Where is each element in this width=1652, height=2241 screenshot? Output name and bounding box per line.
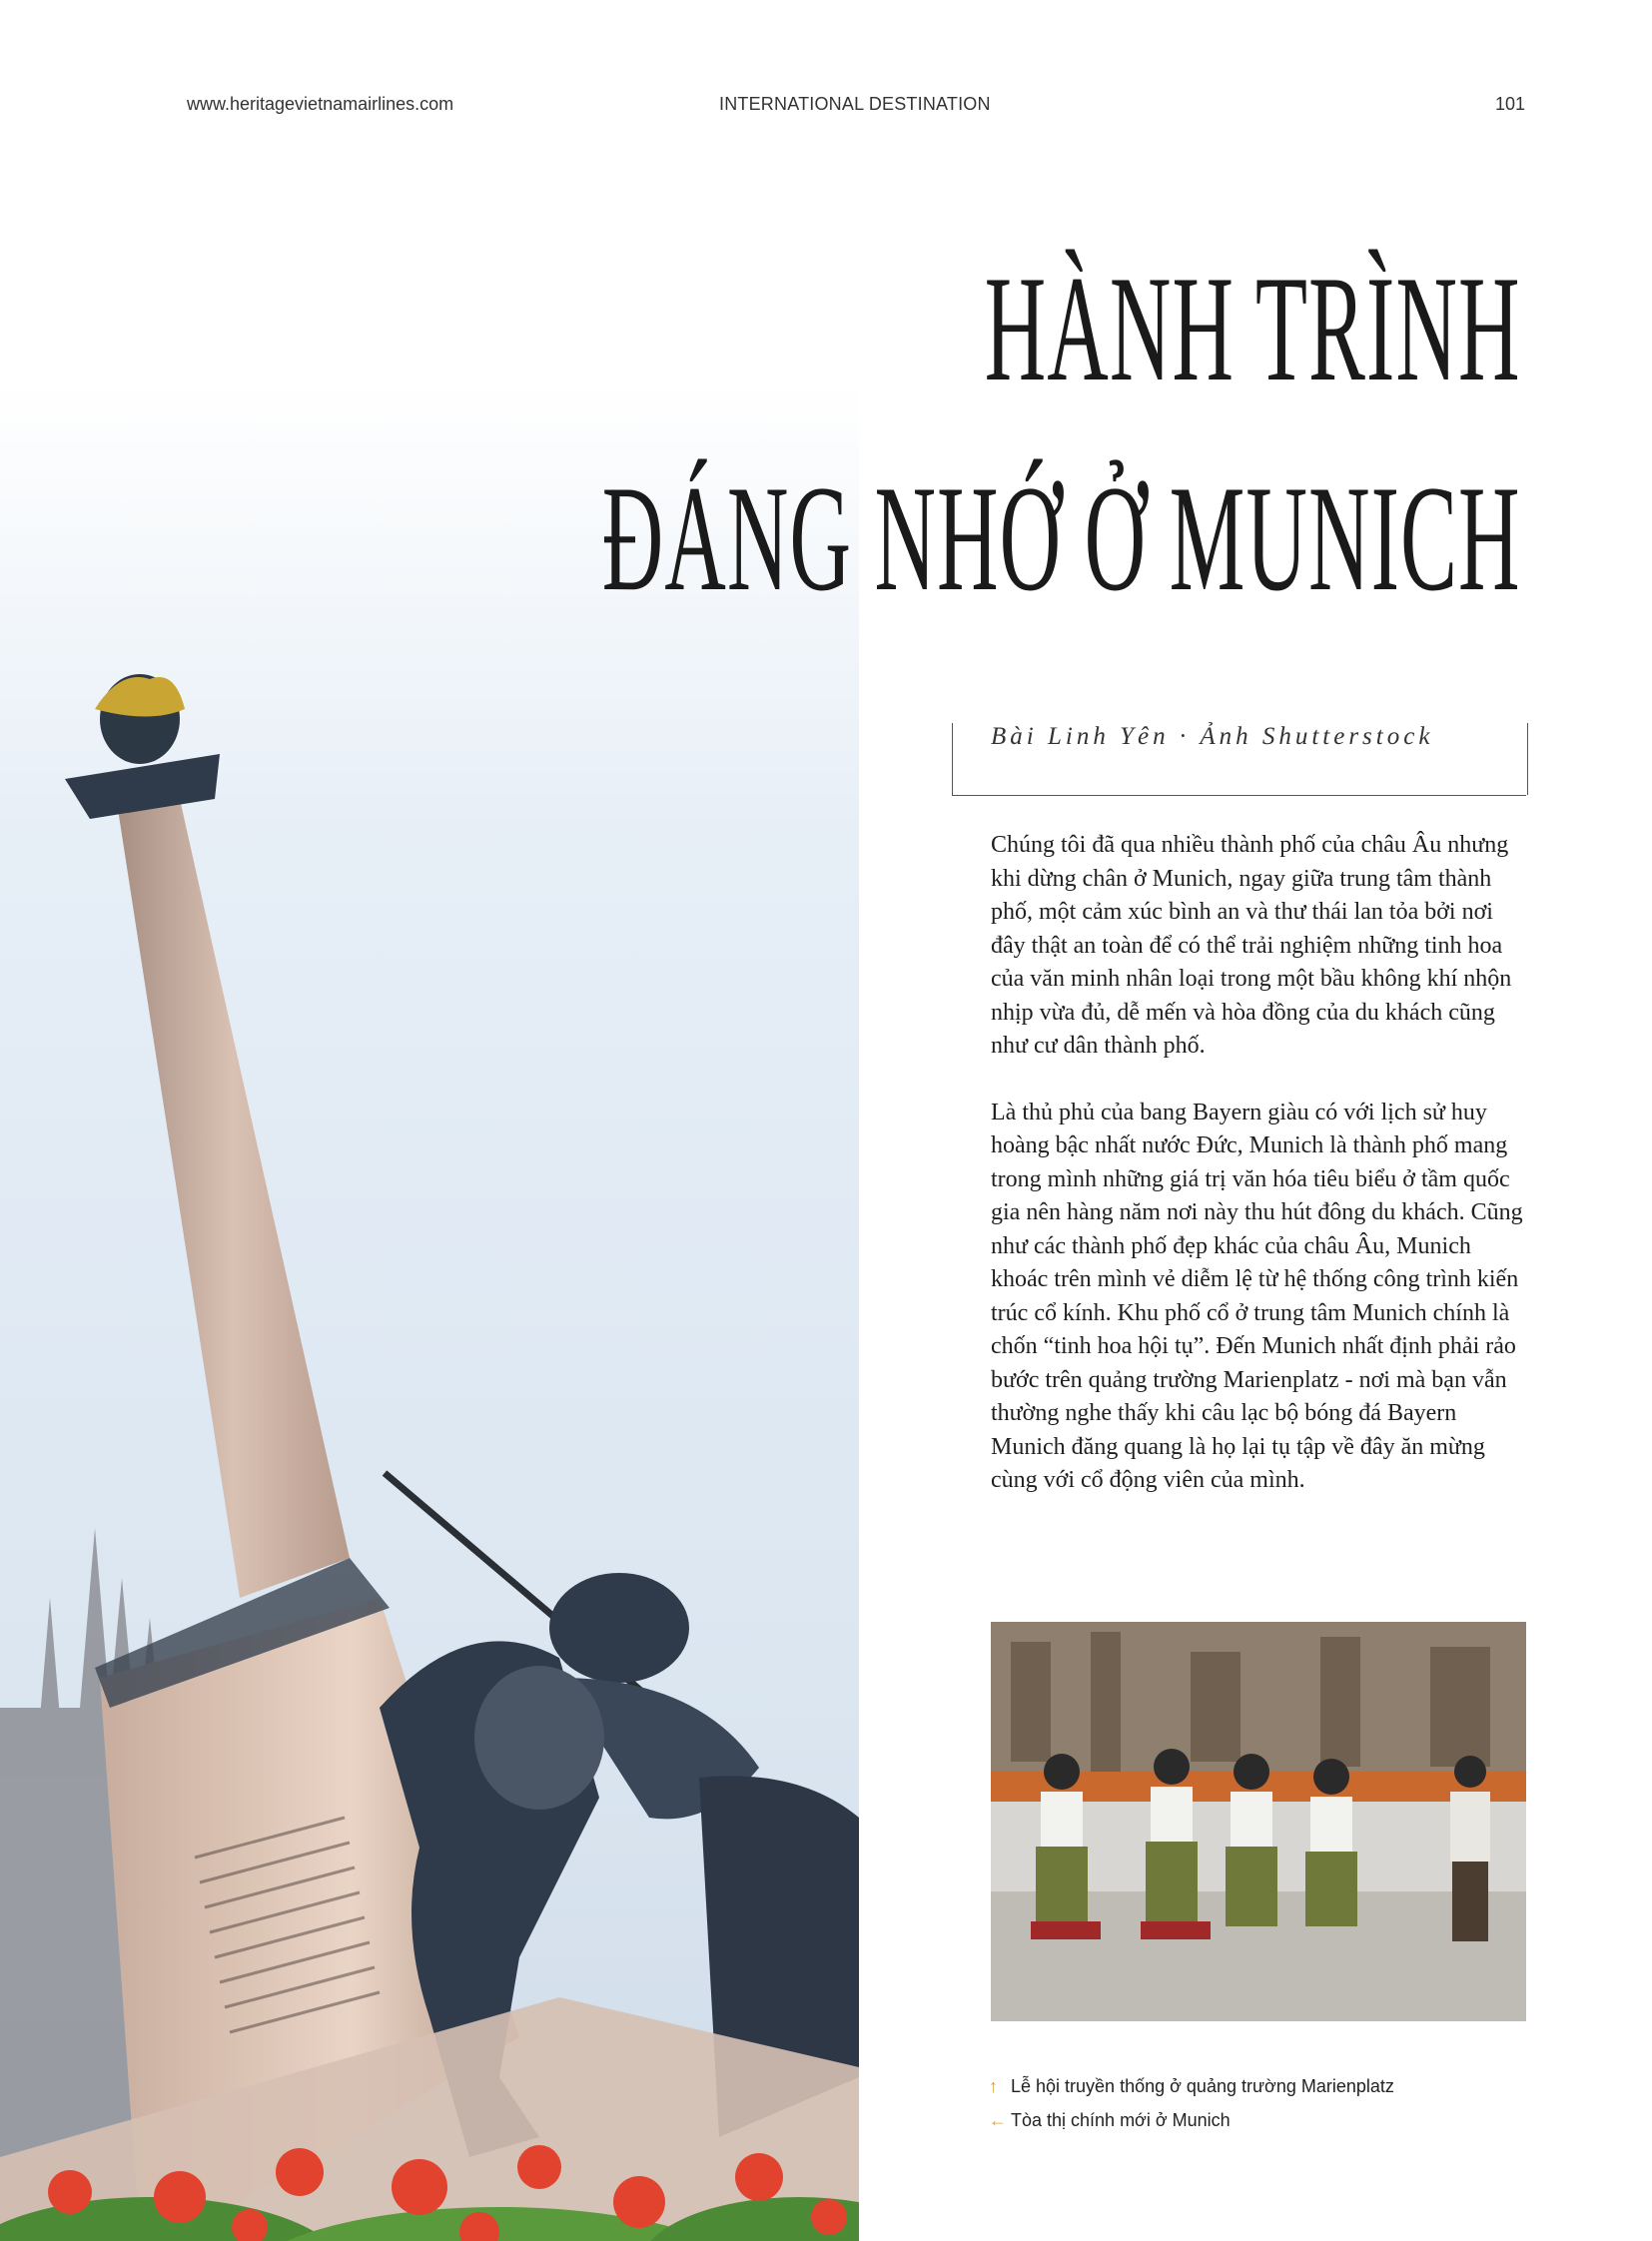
arrow-up-icon: ↑ (989, 2075, 998, 2096)
caption-festival (989, 2069, 1528, 2103)
paragraph-1: Chúng tôi đã qua nhiều thành phố của châu Âu nhưng khi dừng chân ở Munich, ngay giữa trung tâm thành phố, một cảm xúc bình an và thư thái lan tỏa bởi nơi đây thật an toàn để có thể trải nghiệm những tinh hoa của văn minh nhân loại trong một bầu không khí nhộn nhịp vừa đủ, dễ mến và hòa đồng của du khách cũng như cư dân thành phố. (991, 832, 1512, 1059)
byline-box (952, 723, 1526, 796)
caption-text: Tòa thị chính mới ở Munich (1011, 2109, 1231, 2130)
caption-town-hall (989, 2103, 1528, 2137)
article-title (0, 245, 1521, 672)
page-header (0, 94, 1652, 120)
title-line-1: HÀNH TRÌNH (985, 245, 1521, 413)
photo-captions (989, 2069, 1528, 2137)
arrow-left-icon: ← (989, 2109, 1007, 2130)
article-body (991, 829, 1530, 1531)
caption-text: Lễ hội truyền thống ở quảng trường Marienplatz (1011, 2075, 1394, 2096)
title-line-2: ĐÁNG NHỚ Ở MUNICH (602, 454, 1521, 623)
paragraph-2: Là thủ phủ của bang Bayern giàu có với lịch sử huy hoàng bậc nhất nước Đức, Munich là thành phố mang trong mình những giá trị văn hóa tiêu biểu ở tầm quốc gia nên hàng năm nơi này thu hút đông du khách. Cũng như các thành phố đẹp khác của châu Âu, Munich khoác trên mình vẻ diễm lệ từ hệ thống công trình kiến trúc cổ kính. Khu phố cổ ở trung tâm Munich chính là chốn “tinh hoa hội tụ”. Đến Munich nhất định phải rảo bước trên quảng trường Marienplatz - nơi mà bạn vẫn thường nghe thấy khi câu lạc bộ bóng đá Bayern Munich đăng quang là họ lại tụ tập về đây ăn mừng cùng với cổ động viên của mình. (991, 1099, 1523, 1493)
section-label: INTERNATIONAL DESTINATION (719, 94, 991, 114)
festival-photo-marienplatz (991, 1622, 1526, 2021)
byline-divider (1527, 723, 1529, 795)
page-number: 101 (1495, 94, 1526, 114)
website-url[interactable]: www.heritagevietnamairlines.com (187, 94, 454, 114)
byline: Bài Linh Yên · Ảnh Shutterstock (991, 723, 1434, 750)
